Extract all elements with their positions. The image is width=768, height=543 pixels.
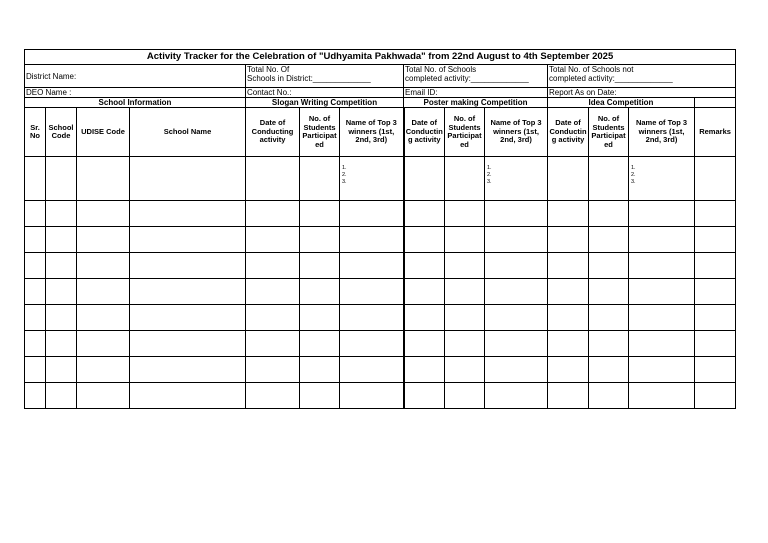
- winner-marker-2: 2.: [487, 172, 492, 178]
- header-sr-no: Sr. No: [25, 108, 46, 157]
- cell-slogan-students[interactable]: [300, 279, 340, 305]
- table-row: [25, 383, 736, 409]
- contact-no-label: Contact No.:: [246, 88, 404, 98]
- cell-idea-winners[interactable]: [629, 383, 695, 409]
- cell-slogan-students[interactable]: [300, 201, 340, 227]
- cell-idea-date[interactable]: [548, 253, 589, 279]
- sheet-title: Activity Tracker for the Celebration of "Udhyamita Pakhwada" from 22nd August to 4th September 2025: [25, 50, 736, 65]
- cell-idea-date[interactable]: [548, 227, 589, 253]
- cell-poster-date[interactable]: [404, 201, 445, 227]
- cell-sr-no[interactable]: [25, 357, 46, 383]
- winner-marker-3: 3.: [487, 179, 492, 185]
- section-poster: Poster making Competition: [404, 98, 548, 108]
- cell-sr-no[interactable]: [25, 253, 46, 279]
- cell-slogan-winners[interactable]: [340, 383, 404, 409]
- cell-idea-date[interactable]: [548, 357, 589, 383]
- cell-poster-students[interactable]: [445, 253, 485, 279]
- header-school-name: School Name: [130, 108, 246, 157]
- table-row: [25, 357, 736, 383]
- cell-poster-winners[interactable]: [485, 357, 548, 383]
- report-date-label: Report As on Date:: [548, 88, 736, 98]
- cell-slogan-winners[interactable]: [340, 227, 404, 253]
- cell-idea-winners[interactable]: [629, 253, 695, 279]
- cell-poster-date[interactable]: [404, 253, 445, 279]
- cell-school-name[interactable]: [130, 201, 246, 227]
- cell-poster-winners[interactable]: [485, 305, 548, 331]
- cell-slogan-date[interactable]: [246, 157, 300, 201]
- cell-poster-date[interactable]: [404, 305, 445, 331]
- winner-marker-1: 1.: [342, 165, 347, 171]
- cell-sr-no[interactable]: [25, 305, 46, 331]
- section-slogan: Slogan Writing Competition: [246, 98, 404, 108]
- cell-remarks[interactable]: [695, 157, 736, 201]
- cell-remarks[interactable]: [695, 331, 736, 357]
- cell-slogan-winners[interactable]: [340, 157, 404, 201]
- table-row: [25, 279, 736, 305]
- cell-idea-students[interactable]: [589, 279, 629, 305]
- not-completed-cell: [548, 65, 736, 88]
- winner-marker-1: 1.: [631, 165, 636, 171]
- table-row: [25, 305, 736, 331]
- completed-line1: Total No. of Schools: [405, 65, 477, 74]
- cell-school-code[interactable]: [46, 331, 77, 357]
- cell-school-name[interactable]: [130, 253, 246, 279]
- table-row: [25, 253, 736, 279]
- cell-idea-students[interactable]: [589, 383, 629, 409]
- cell-poster-date[interactable]: [404, 357, 445, 383]
- cell-slogan-date[interactable]: [246, 227, 300, 253]
- not-completed-line2: completed activity:_____________: [549, 74, 673, 83]
- table-row: [25, 201, 736, 227]
- header-poster-students: No. of Students Participat ed: [445, 108, 485, 157]
- cell-idea-students[interactable]: [589, 227, 629, 253]
- cell-school-name[interactable]: [130, 383, 246, 409]
- header-school-code: School Code: [46, 108, 77, 157]
- winner-marker-3: 3.: [342, 179, 347, 185]
- cell-slogan-winners[interactable]: [340, 253, 404, 279]
- cell-poster-students[interactable]: [445, 227, 485, 253]
- cell-school-code[interactable]: [46, 201, 77, 227]
- cell-poster-winners[interactable]: [485, 383, 548, 409]
- cell-remarks[interactable]: [695, 201, 736, 227]
- cell-slogan-winners[interactable]: [340, 279, 404, 305]
- cell-slogan-date[interactable]: [246, 253, 300, 279]
- cell-school-code[interactable]: [46, 253, 77, 279]
- header-idea-winners: Name of Top 3 winners (1st, 2nd, 3rd): [629, 108, 695, 157]
- cell-slogan-date[interactable]: [246, 383, 300, 409]
- total-schools-line1: Total No. Of: [247, 65, 290, 74]
- tracker-table: [24, 49, 736, 409]
- cell-sr-no[interactable]: [25, 279, 46, 305]
- cell-poster-winners[interactable]: [485, 331, 548, 357]
- cell-poster-students[interactable]: [445, 383, 485, 409]
- cell-idea-students[interactable]: [589, 157, 629, 201]
- cell-udise-code[interactable]: [77, 357, 130, 383]
- total-schools-cell: [246, 65, 404, 88]
- cell-school-code[interactable]: [46, 305, 77, 331]
- cell-remarks[interactable]: [695, 227, 736, 253]
- completed-cell: [404, 65, 548, 88]
- cell-udise-code[interactable]: [77, 305, 130, 331]
- cell-udise-code[interactable]: [77, 279, 130, 305]
- cell-poster-winners[interactable]: [485, 227, 548, 253]
- cell-poster-winners[interactable]: [485, 157, 548, 201]
- cell-slogan-students[interactable]: [300, 227, 340, 253]
- header-slogan-winners: Name of Top 3 winners (1st, 2nd, 3rd): [340, 108, 404, 157]
- cell-udise-code[interactable]: [77, 157, 130, 201]
- cell-idea-date[interactable]: [548, 157, 589, 201]
- cell-school-name[interactable]: [130, 305, 246, 331]
- cell-idea-date[interactable]: [548, 279, 589, 305]
- cell-slogan-winners[interactable]: [340, 331, 404, 357]
- header-remarks: Remarks: [695, 108, 736, 157]
- section-idea: Idea Competition: [548, 98, 695, 108]
- cell-idea-students[interactable]: [589, 357, 629, 383]
- cell-sr-no[interactable]: [25, 331, 46, 357]
- header-idea-date: Date of Conductin g activity: [548, 108, 589, 157]
- cell-idea-winners[interactable]: [629, 157, 695, 201]
- winner-marker-1: 1.: [487, 165, 492, 171]
- cell-sr-no[interactable]: [25, 227, 46, 253]
- cell-poster-students[interactable]: [445, 331, 485, 357]
- table-row: [25, 157, 736, 201]
- cell-school-name[interactable]: [130, 157, 246, 201]
- cell-school-name[interactable]: [130, 279, 246, 305]
- cell-slogan-students[interactable]: [300, 305, 340, 331]
- cell-sr-no[interactable]: [25, 157, 46, 201]
- cell-idea-date[interactable]: [548, 383, 589, 409]
- cell-idea-winners[interactable]: [629, 305, 695, 331]
- cell-poster-date[interactable]: [404, 227, 445, 253]
- cell-idea-winners[interactable]: [629, 357, 695, 383]
- cell-udise-code[interactable]: [77, 253, 130, 279]
- email-id-label: Email ID:: [404, 88, 548, 98]
- cell-idea-winners[interactable]: [629, 201, 695, 227]
- cell-udise-code[interactable]: [77, 331, 130, 357]
- section-school-info: School Information: [25, 98, 246, 108]
- cell-remarks[interactable]: [695, 305, 736, 331]
- winner-marker-2: 2.: [631, 172, 636, 178]
- cell-school-name[interactable]: [130, 331, 246, 357]
- not-completed-line1: Total No. of Schools not: [549, 65, 634, 74]
- table-row: [25, 227, 736, 253]
- cell-poster-winners[interactable]: [485, 279, 548, 305]
- cell-poster-students[interactable]: [445, 357, 485, 383]
- cell-poster-date[interactable]: [404, 279, 445, 305]
- activity-tracker-sheet: [24, 49, 735, 409]
- deo-name-label: DEO Name :: [25, 88, 246, 98]
- section-remarks-blank: [695, 98, 736, 108]
- cell-slogan-date[interactable]: [246, 201, 300, 227]
- header-idea-students: No. of Students Participat ed: [589, 108, 629, 157]
- cell-poster-date[interactable]: [404, 383, 445, 409]
- cell-slogan-students[interactable]: [300, 157, 340, 201]
- header-slogan-students: No. of Students Participat ed: [300, 108, 340, 157]
- cell-school-code[interactable]: [46, 357, 77, 383]
- cell-sr-no[interactable]: [25, 201, 46, 227]
- winner-marker-2: 2.: [342, 172, 347, 178]
- cell-slogan-date[interactable]: [246, 305, 300, 331]
- cell-poster-students[interactable]: [445, 279, 485, 305]
- cell-poster-students[interactable]: [445, 201, 485, 227]
- cell-udise-code[interactable]: [77, 227, 130, 253]
- cell-remarks[interactable]: [695, 357, 736, 383]
- cell-slogan-date[interactable]: [246, 357, 300, 383]
- cell-school-code[interactable]: [46, 279, 77, 305]
- cell-remarks[interactable]: [695, 253, 736, 279]
- cell-idea-winners[interactable]: [629, 227, 695, 253]
- cell-udise-code[interactable]: [77, 201, 130, 227]
- cell-poster-students[interactable]: [445, 157, 485, 201]
- cell-poster-date[interactable]: [404, 157, 445, 201]
- cell-school-name[interactable]: [130, 227, 246, 253]
- header-poster-date: Date of Conductin g activity: [404, 108, 445, 157]
- district-name-label: District Name:: [25, 65, 246, 88]
- total-schools-line2: Schools in District:_____________: [247, 74, 371, 83]
- cell-slogan-winners[interactable]: [340, 305, 404, 331]
- cell-remarks[interactable]: [695, 279, 736, 305]
- cell-poster-students[interactable]: [445, 305, 485, 331]
- cell-school-code[interactable]: [46, 383, 77, 409]
- cell-slogan-date[interactable]: [246, 331, 300, 357]
- cell-slogan-date[interactable]: [246, 279, 300, 305]
- cell-idea-students[interactable]: [589, 253, 629, 279]
- cell-idea-date[interactable]: [548, 305, 589, 331]
- cell-idea-students[interactable]: [589, 305, 629, 331]
- cell-poster-date[interactable]: [404, 331, 445, 357]
- cell-slogan-students[interactable]: [300, 253, 340, 279]
- cell-school-code[interactable]: [46, 227, 77, 253]
- cell-slogan-students[interactable]: [300, 357, 340, 383]
- cell-poster-winners[interactable]: [485, 253, 548, 279]
- cell-idea-date[interactable]: [548, 201, 589, 227]
- cell-remarks[interactable]: [695, 383, 736, 409]
- cell-slogan-winners[interactable]: [340, 201, 404, 227]
- cell-idea-date[interactable]: [548, 331, 589, 357]
- cell-poster-winners[interactable]: [485, 201, 548, 227]
- header-poster-winners: Name of Top 3 winners (1st, 2nd, 3rd): [485, 108, 548, 157]
- cell-sr-no[interactable]: [25, 383, 46, 409]
- cell-school-code[interactable]: [46, 157, 77, 201]
- cell-udise-code[interactable]: [77, 383, 130, 409]
- cell-idea-winners[interactable]: [629, 279, 695, 305]
- completed-line2: completed activity:_____________: [405, 74, 529, 83]
- cell-slogan-students[interactable]: [300, 331, 340, 357]
- cell-idea-students[interactable]: [589, 201, 629, 227]
- cell-slogan-students[interactable]: [300, 383, 340, 409]
- winner-marker-3: 3.: [631, 179, 636, 185]
- header-slogan-date: Date of Conducting activity: [246, 108, 300, 157]
- cell-idea-winners[interactable]: [629, 331, 695, 357]
- table-row: [25, 331, 736, 357]
- cell-idea-students[interactable]: [589, 331, 629, 357]
- header-udise-code: UDISE Code: [77, 108, 130, 157]
- cell-school-name[interactable]: [130, 357, 246, 383]
- cell-slogan-winners[interactable]: [340, 357, 404, 383]
